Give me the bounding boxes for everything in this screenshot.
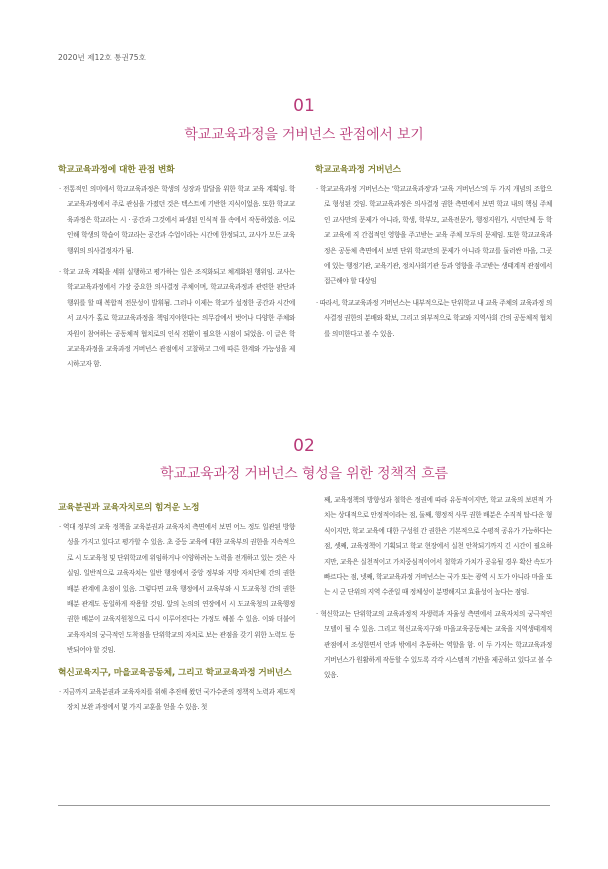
section-2-left-column [58,500,295,721]
issue-header: 2020년 제12호 통권75호 [58,53,147,62]
paragraph: · 혁신학교는 단위학교의 교육과정적 자생력과 자율성 측면에서 교육자치의 궁극적인 모델이 될 수 있음. 그리고 혁신교육지구와 마을교육공동체는 교육을 지역생태계적 관점에서 조성한면서 안과 밖에서 추동하는 역할을 함. 이 두 가지는 학교교육과정 거버넌스가 원활하게 작동할 수 있도록 각각 시스템적 기반을 제공하고 있다고 볼 수 있음. [316,609,552,680]
paragraph: 째, 교육정책의 방향성과 철학은 정권에 따라 유동적이지만, 학교 교육의 보편적 가치는 상대적으로 안정적이라는 점, 둘째, 행정적 사무 권한 배분은 수직적 탑-다운 형식이지만, 학교 교육에 대한 구성원 간 권한은 기본적으로 수평적 공유가 가능하다는 점, 셋째, 교육정책이 기획되고 학교 현장에서 실천 안착되기까지 긴 시간이 필요하지만, 교육은 실천적이고 가치중심적이어서 철학과 가치가 공유될 경우 확산 속도가 빠르다는 점, 넷째, 학교교육과정 거버넌스는 국가 또는 광역 시 도가 아니라 마을 또는 시 군 단위의 지역 수준일 때 정체성이 분명해지고 효율성이 높다는 점임. [324,496,552,597]
paragraph: · 학교 교육 계획을 세워 실행하고 평가하는 일은 조직화되고 체계화된 행위임. 교사는 학교교육과정에서 가장 중요한 의사결정 주체이며, 학교교육과정과 관련한 판단과 행위를 할 때 복합적 전문성이 발휘됨. 그러나 이제는 학교가 설정한 공간과 시간에서 교사가 홀로 학교교육과정을 책임지야한다는 의무감에서 벗어나 다양한 주체와 자원이 참여하는 공동체적 협치로의 인식 전환이 필요한 시점이 되었음. 이 글은 학교교육과정을 교육과정 거버넌스 관점에서 고찰하고 그에 따른 한계와 가능성을 제시하고자 함. [59,268,295,369]
section-1-right-column [315,162,552,348]
paragraph: · 지금까지 교육분권과 교육자치를 위해 추진해 왔던 국가수준의 정책적 노력과 제도적 장치 보완 과정에서 몇 가지 교훈을 얻을 수 있음. 첫 [59,687,295,712]
subheading: 교육분권과 교육자치로의 힘겨운 노정 [58,503,200,513]
section-2-right-column [315,493,552,690]
paragraph: · 역대 정부의 교육 정책을 교육분권과 교육자치 측면에서 보면 어느 정도 일관된 방향성을 가지고 있다고 평가할 수 있음. 초 중등 교육에 대한 교육부의 권한을 지속적으로 시 도교육청 및 단위학교에 위임하거나 이양하려는 노력을 전개하고 있는 것은 사실임. 일반적으로 교육자치는 일반 행정에서 중앙 정부와 지방 자치단체 간의 권한 배분 관계에 초점이 있음. 그렇다면 교육 행정에서 교육부와 시 도교육청 간의 권한 배분 관계도 동일하게 작용할 것임. 앞의 논의의 연장에서 시 도교육청의 교육행정 권한 배분이 교육지원청으로 다시 이루어진다는 가정도 해볼 수 있음. 이와 더불어 교육자치의 궁극적인 도착점을 단위학교의 자치로 보는 관점을 갖기 위한 노력도 동반되어야 할 것임. [59,523,295,655]
footer-divider [58,805,550,806]
section-2-title: 학교교육과정 거버넌스 형성을 위한 정책적 흐름 [160,466,448,482]
paragraph: · 전통적인 의미에서 학교교육과정은 학생의 성장과 발달을 위한 학교 교육 계획임. 학교교육과정에서 주로 관심을 가졌던 것은 텍스트에 기반한 지식이었음. 또한 학교교육과정은 학교라는 시 · 공간과 그것에서 파생된 인식적 틀 속에서 작동하였음. 이로 인해 학생의 학습이 학교라는 공간과 수업이라는 시간에 한정되고, 교사가 모든 교육행위의 의사결정자가 됨. [59,185,295,255]
paragraph: · 학교교육과정 거버넌스는 '학교교육과정'과 '교육 거버넌스'의 두 가지 개념의 조합으로 형성된 것임. 학교교육과정은 의사결정 권한 측면에서 보면 학교 내의 핵심 주체인 교사만의 문제가 아니라, 학생, 학부모, 교육전문가, 행정지원가, 시민단체 등 학교 교육에 직 간접적인 영향을 주고받는 교육 주체 모두의 문제임. 또한 학교교육과정은 공동체 측면에서 보면 단위 학교만의 문제가 아니라 학교를 둘러싼 마을, 그곳에 있는 행정기관, 교육기관, 정치사회기관 등과 영향을 주고받는 생태계적 관점에서 접근해야 할 대상임 [316,185,552,286]
paragraph: · 따라서, 학교교육과정 거버넌스는 내부적으로는 단위학교 내 교육 주체의 교육과정 의사결정 권한의 분배와 확보, 그리고 외부적으로 학교와 지역사회 간의 공동체적 협치를 의미한다고 볼 수 있음. [316,298,552,338]
subheading: 학교교육과정에 대한 관점 변화 [58,165,175,175]
subheading: 혁신교육지구, 마을교육공동체, 그리고 학교교육과정 거버넌스 [58,667,292,678]
section-1-title: 학교교육과정을 거버넌스 관점에서 보기 [184,127,424,143]
section-1-left-column [58,162,295,379]
subheading: 학교교육과정 거버넌스 [315,165,401,175]
section-1-number: 01 [293,96,315,116]
section-2-number: 02 [293,436,315,456]
